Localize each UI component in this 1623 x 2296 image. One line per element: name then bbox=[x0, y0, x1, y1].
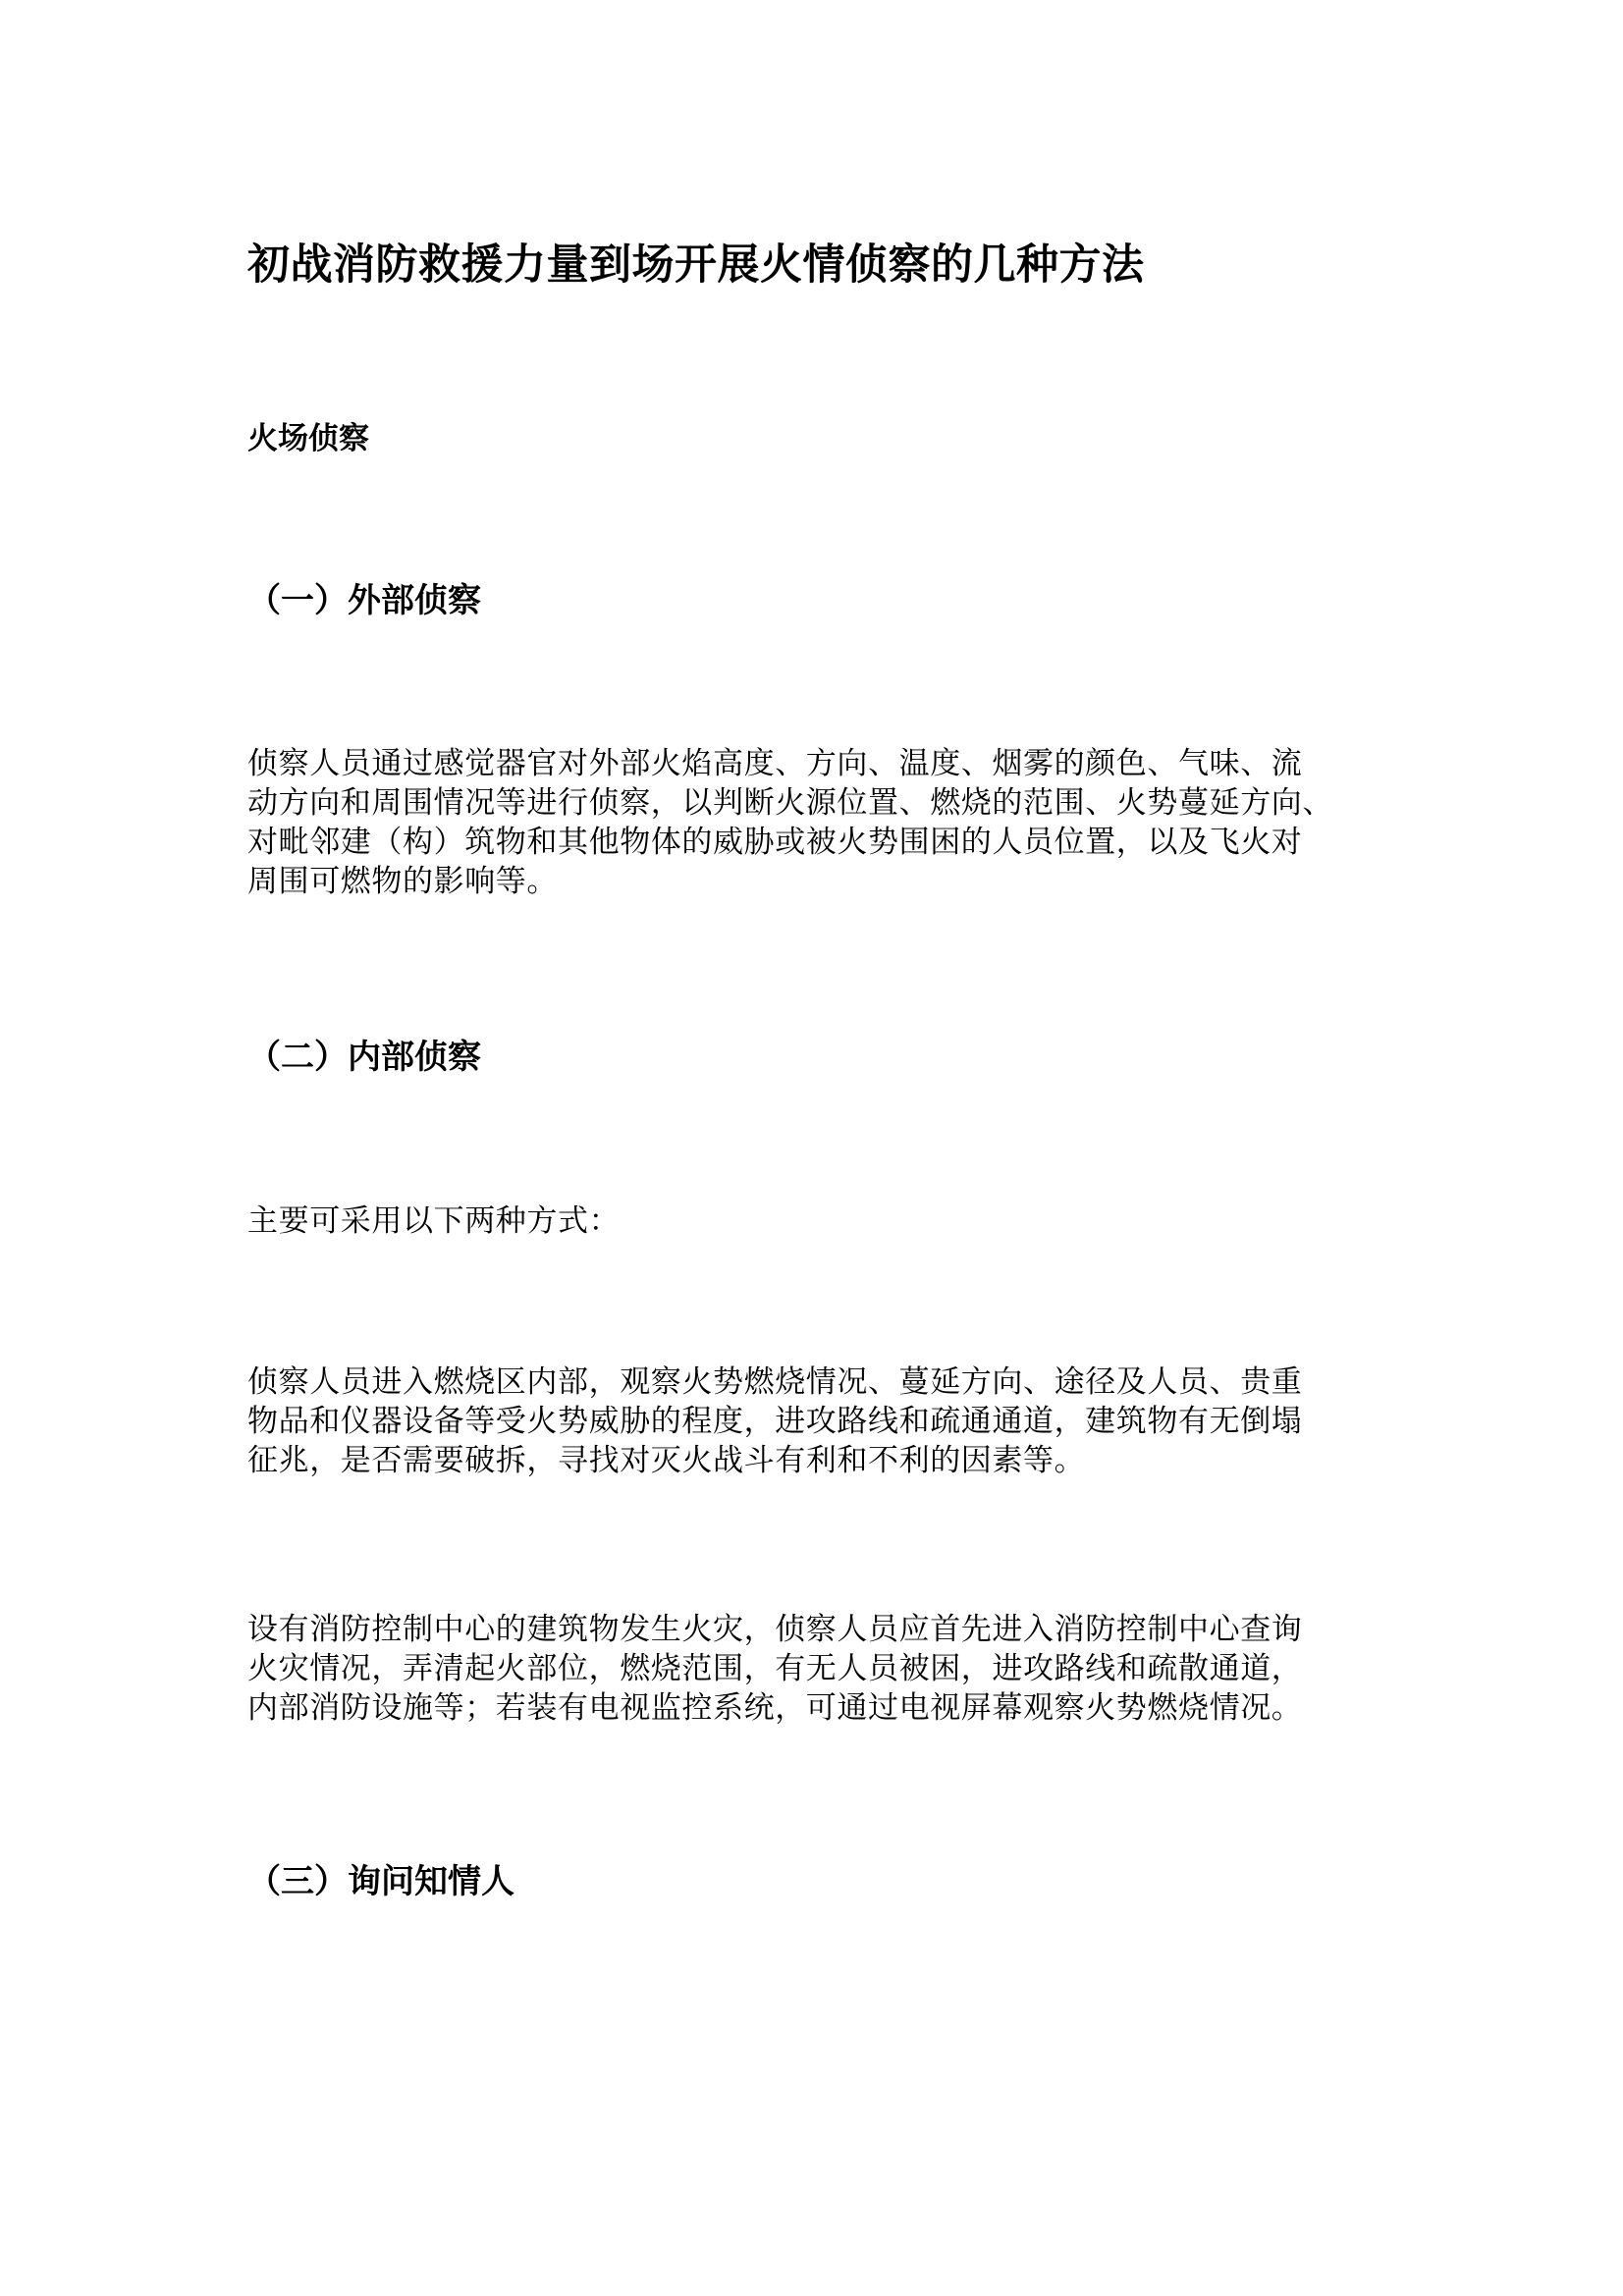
paragraph-line: 对毗邻建（构）筑物和其他物体的威胁或被火势围困的人员位置，以及飞火对 bbox=[247, 825, 1303, 860]
section-heading-inquire-witnesses: （三）询问知情人 bbox=[247, 1862, 514, 1901]
paragraph-internal-intro bbox=[247, 1201, 1386, 1241]
paragraph-line: 动方向和周围情况等进行侦察，以判断火源位置、燃烧的范围、火势蔓延方向、 bbox=[247, 785, 1333, 821]
paragraph-line: 火灾情况，弄清起火部位，燃烧范围，有无人员被困，进攻路线和疏散通道， bbox=[247, 1651, 1303, 1686]
paragraph-line: 侦察人员进入燃烧区内部，观察火势燃烧情况、蔓延方向、途径及人员、贵重 bbox=[247, 1364, 1303, 1400]
section-heading-external-reconnaissance: （一）外部侦察 bbox=[247, 581, 481, 620]
paragraph-line: 主要可采用以下两种方式： bbox=[247, 1203, 621, 1239]
paragraph-line: 征兆，是否需要破拆，寻找对灭火战斗有利和不利的因素等。 bbox=[247, 1443, 1086, 1478]
paragraph-line: 设有消防控制中心的建筑物发生火灾，侦察人员应首先进入消防控制中心查询 bbox=[247, 1612, 1303, 1647]
section-heading-internal-reconnaissance: （二）内部侦察 bbox=[247, 1038, 481, 1077]
paragraph-line: 周围可燃物的影响等。 bbox=[247, 864, 558, 899]
paragraph-line: 侦察人员通过感觉器官对外部火焰高度、方向、温度、烟雾的颜色、气味、流 bbox=[247, 746, 1303, 781]
paragraph-internal-entry bbox=[247, 1362, 1386, 1480]
paragraph-line: 内部消防设施等；若装有电视监控系统，可通过电视屏幕观察火势燃烧情况。 bbox=[247, 1690, 1303, 1726]
paragraph-line: 物品和仪器设备等受火势威胁的程度，进攻路线和疏通通道，建筑物有无倒塌 bbox=[247, 1404, 1303, 1439]
paragraph-external-reconnaissance bbox=[247, 744, 1386, 901]
document-subtitle: 火场侦察 bbox=[247, 421, 369, 456]
document-title: 初战消防救援力量到场开展火情侦察的几种方法 bbox=[247, 240, 1145, 290]
paragraph-internal-control-center bbox=[247, 1610, 1386, 1728]
